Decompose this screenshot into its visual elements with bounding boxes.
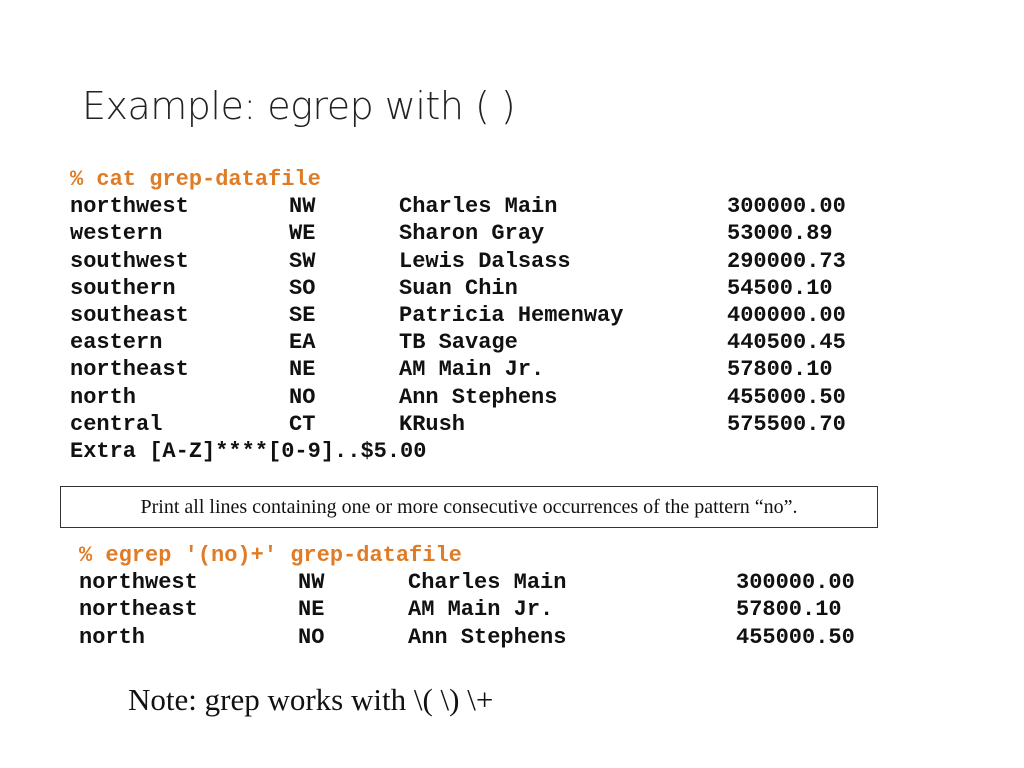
region-cell: northwest (79, 570, 198, 596)
amount-cell: 57800.10 (727, 357, 833, 383)
code-cell: NE (298, 597, 325, 623)
table-row (70, 384, 846, 411)
name-cell: Sharon Gray (399, 221, 545, 247)
name-cell: AM Main Jr. (408, 597, 554, 623)
region-cell: western (70, 221, 163, 247)
slide-title: Example: egrep with ( ) (82, 84, 516, 128)
region-cell: southern (70, 275, 176, 301)
region-cell: southwest (70, 248, 189, 274)
code-cell: NW (289, 194, 316, 220)
table-row (70, 220, 833, 247)
name-cell: Ann Stephens (399, 384, 558, 410)
amount-cell: 455000.50 (727, 384, 846, 410)
code-cell: NW (298, 570, 325, 596)
amount-cell: 455000.50 (736, 624, 855, 650)
region-cell: eastern (70, 330, 163, 356)
amount-cell: 57800.10 (736, 597, 842, 623)
cat-rows (70, 193, 846, 438)
amount-cell: 54500.10 (727, 275, 833, 301)
region-cell: central (70, 411, 163, 437)
name-cell: KRush (399, 411, 466, 437)
cat-command: % cat grep-datafile (70, 167, 321, 192)
name-cell: Patricia Hemenway (399, 302, 624, 328)
amount-cell: 300000.00 (736, 570, 855, 596)
code-cell: SW (289, 248, 316, 274)
name-cell: TB Savage (399, 330, 518, 356)
amount-cell: 575500.70 (727, 411, 846, 437)
description-box (60, 486, 878, 528)
region-cell: northeast (79, 597, 198, 623)
description-text: Print all lines containing one or more consecutive occurrences of the pattern “no”. (140, 495, 798, 518)
name-cell: Lewis Dalsass (399, 248, 571, 274)
note-text: Note: grep works with \( \) \+ (128, 682, 494, 717)
code-cell: NE (289, 357, 316, 383)
table-row (70, 193, 846, 220)
table-row (70, 411, 846, 438)
cat-output-block (70, 166, 846, 465)
region-cell: north (79, 624, 146, 650)
table-row (70, 356, 833, 383)
egrep-command: % egrep '(no)+' grep-datafile (79, 543, 462, 568)
egrep-output-block (79, 542, 855, 651)
extra-line: Extra [A-Z]****[0-9]..$5.00 (70, 438, 427, 464)
region-cell: north (70, 384, 137, 410)
table-row (70, 248, 846, 275)
amount-cell: 290000.73 (727, 248, 846, 274)
table-row (79, 624, 855, 651)
table-row (70, 275, 833, 302)
amount-cell: 440500.45 (727, 330, 846, 356)
region-cell: southeast (70, 302, 189, 328)
amount-cell: 53000.89 (727, 221, 833, 247)
code-cell: NO (298, 624, 325, 650)
name-cell: Charles Main (408, 570, 567, 596)
code-cell: NO (289, 384, 316, 410)
region-cell: northeast (70, 357, 189, 383)
table-row (79, 569, 855, 596)
name-cell: Suan Chin (399, 275, 518, 301)
code-cell: SE (289, 302, 316, 328)
name-cell: Charles Main (399, 194, 558, 220)
code-cell: CT (289, 411, 316, 437)
table-row (79, 596, 842, 623)
table-row (70, 329, 846, 356)
code-cell: EA (289, 330, 316, 356)
name-cell: AM Main Jr. (399, 357, 545, 383)
code-cell: SO (289, 275, 316, 301)
name-cell: Ann Stephens (408, 624, 567, 650)
amount-cell: 300000.00 (727, 194, 846, 220)
table-row (70, 302, 846, 329)
amount-cell: 400000.00 (727, 302, 846, 328)
region-cell: northwest (70, 194, 189, 220)
code-cell: WE (289, 221, 316, 247)
egrep-rows (79, 569, 855, 651)
